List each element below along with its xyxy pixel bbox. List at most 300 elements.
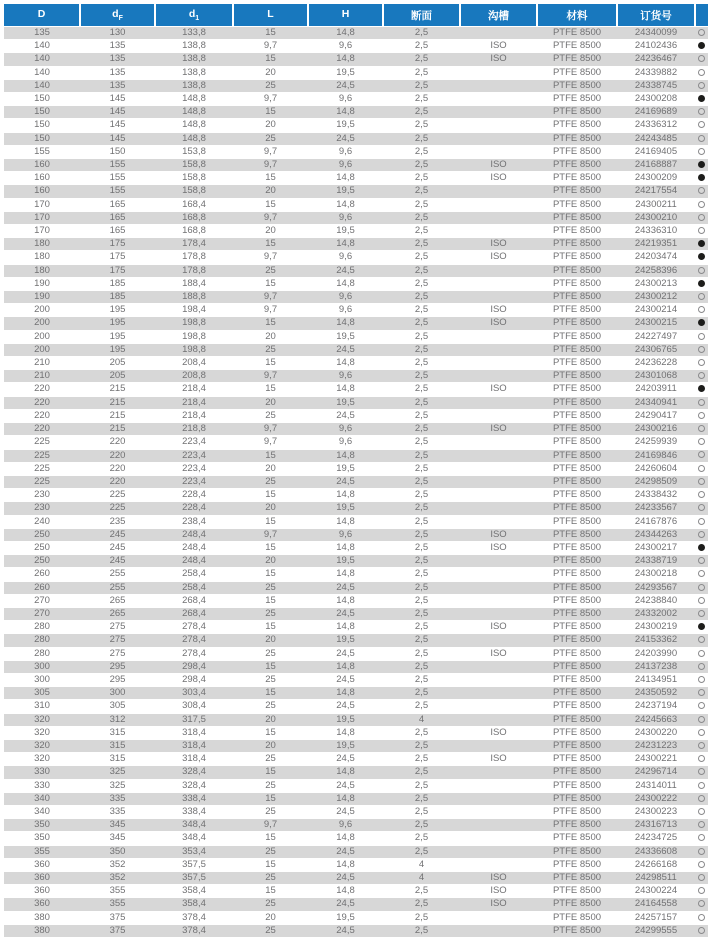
- cell-d1: 158,8: [155, 185, 233, 198]
- table-row: [4, 489, 708, 502]
- availability-dot-open: [698, 768, 705, 775]
- cell-dF: 245: [80, 555, 155, 568]
- cell-D: 225: [4, 462, 80, 475]
- cell-D: 300: [4, 660, 80, 673]
- table-row: [4, 779, 708, 792]
- table-row: [4, 845, 708, 858]
- cell-dF: 185: [80, 291, 155, 304]
- cell-d1: 208,8: [155, 370, 233, 383]
- cell-material: PTFE 8500: [537, 673, 617, 686]
- cell-dF: 315: [80, 726, 155, 739]
- cell-L: 25: [233, 924, 308, 937]
- cell-L: 15: [233, 858, 308, 871]
- cell-order-no: 24300210: [617, 211, 695, 224]
- cell-d1: 198,8: [155, 343, 233, 356]
- cell-material: PTFE 8500: [537, 911, 617, 924]
- cell-groove: [460, 291, 537, 304]
- table-row: [4, 330, 708, 343]
- cell-D: 210: [4, 357, 80, 370]
- cell-dF: 145: [80, 106, 155, 119]
- cell-d1: 158,8: [155, 159, 233, 172]
- cell-groove: [460, 462, 537, 475]
- cell-order-no: 24169689: [617, 106, 695, 119]
- cell-material: PTFE 8500: [537, 409, 617, 422]
- table-row: [4, 607, 708, 620]
- cell-material: PTFE 8500: [537, 687, 617, 700]
- cell-d1: 298,4: [155, 660, 233, 673]
- table-row: [4, 370, 708, 383]
- cell-L: 25: [233, 753, 308, 766]
- cell-L: 15: [233, 449, 308, 462]
- cell-L: 20: [233, 462, 308, 475]
- cell-dF: 255: [80, 581, 155, 594]
- cell-section: 2,5: [383, 885, 460, 898]
- cell-order-no: 24203990: [617, 647, 695, 660]
- cell-L: 15: [233, 317, 308, 330]
- availability-dot-open: [698, 650, 705, 657]
- cell-H: 19,5: [308, 739, 383, 752]
- cell-d1: 268,4: [155, 594, 233, 607]
- cell-dF: 335: [80, 792, 155, 805]
- cell-availability: [695, 687, 708, 700]
- cell-dF: 220: [80, 449, 155, 462]
- cell-availability: [695, 713, 708, 726]
- col-header-groove: [460, 4, 537, 27]
- cell-availability: [695, 858, 708, 871]
- table-row: [4, 449, 708, 462]
- cell-d1: 258,4: [155, 581, 233, 594]
- table-row: [4, 700, 708, 713]
- availability-dot-open: [698, 451, 705, 458]
- table-row: [4, 911, 708, 924]
- cell-material: PTFE 8500: [537, 621, 617, 634]
- cell-H: 14,8: [308, 383, 383, 396]
- cell-d1: 223,4: [155, 462, 233, 475]
- table-row: [4, 462, 708, 475]
- cell-material: PTFE 8500: [537, 660, 617, 673]
- cell-dF: 135: [80, 79, 155, 92]
- cell-groove: ISO: [460, 40, 537, 53]
- cell-H: 14,8: [308, 792, 383, 805]
- cell-D: 150: [4, 93, 80, 106]
- cell-D: 320: [4, 753, 80, 766]
- cell-groove: ISO: [460, 317, 537, 330]
- availability-dot-filled: [698, 544, 705, 551]
- cell-order-no: 24300223: [617, 805, 695, 818]
- cell-D: 230: [4, 489, 80, 502]
- availability-dot-open: [698, 121, 705, 128]
- cell-H: 24,5: [308, 845, 383, 858]
- cell-material: PTFE 8500: [537, 502, 617, 515]
- cell-order-no: 24167876: [617, 515, 695, 528]
- cell-L: 15: [233, 277, 308, 290]
- cell-H: 19,5: [308, 396, 383, 409]
- cell-groove: [460, 568, 537, 581]
- table-row: [4, 225, 708, 238]
- cell-groove: [460, 225, 537, 238]
- table-row: [4, 858, 708, 871]
- cell-order-no: 24300212: [617, 291, 695, 304]
- cell-order-no: 24259939: [617, 436, 695, 449]
- table-row: [4, 291, 708, 304]
- table-row: [4, 145, 708, 158]
- cell-availability: [695, 819, 708, 832]
- table-row: [4, 277, 708, 290]
- availability-dot-open: [698, 201, 705, 208]
- cell-D: 220: [4, 396, 80, 409]
- cell-L: 20: [233, 713, 308, 726]
- cell-material: PTFE 8500: [537, 475, 617, 488]
- cell-D: 140: [4, 79, 80, 92]
- cell-availability: [695, 357, 708, 370]
- cell-section: 2,5: [383, 106, 460, 119]
- cell-dF: 215: [80, 396, 155, 409]
- cell-material: PTFE 8500: [537, 819, 617, 832]
- cell-D: 280: [4, 647, 80, 660]
- col-header-availability: [695, 4, 708, 27]
- cell-order-no: 24314011: [617, 779, 695, 792]
- cell-H: 14,8: [308, 660, 383, 673]
- cell-section: 4: [383, 872, 460, 885]
- cell-D: 170: [4, 211, 80, 224]
- cell-material: PTFE 8500: [537, 700, 617, 713]
- cell-section: 2,5: [383, 383, 460, 396]
- cell-L: 20: [233, 739, 308, 752]
- cell-D: 250: [4, 541, 80, 554]
- cell-H: 9,6: [308, 304, 383, 317]
- cell-L: 15: [233, 53, 308, 66]
- cell-D: 225: [4, 449, 80, 462]
- table-row: [4, 898, 708, 911]
- cell-order-no: 24293567: [617, 581, 695, 594]
- availability-dot-open: [698, 676, 705, 683]
- cell-material: PTFE 8500: [537, 872, 617, 885]
- cell-dF: 155: [80, 172, 155, 185]
- cell-H: 14,8: [308, 53, 383, 66]
- cell-availability: [695, 898, 708, 911]
- availability-dot-open: [698, 504, 705, 511]
- cell-section: 2,5: [383, 792, 460, 805]
- cell-L: 25: [233, 581, 308, 594]
- cell-material: PTFE 8500: [537, 924, 617, 937]
- cell-D: 190: [4, 291, 80, 304]
- col-header-order-no: [617, 4, 695, 27]
- table-row: [4, 132, 708, 145]
- table-row: [4, 541, 708, 554]
- cell-availability: [695, 660, 708, 673]
- col-header-section-label: 断面: [411, 9, 432, 22]
- table-row: [4, 264, 708, 277]
- cell-order-no: 24236228: [617, 357, 695, 370]
- cell-d1: 223,4: [155, 436, 233, 449]
- cell-dF: 265: [80, 594, 155, 607]
- cell-order-no: 24340099: [617, 27, 695, 40]
- col-header-order-no-label: 订货号: [640, 9, 672, 22]
- cell-L: 9,7: [233, 423, 308, 436]
- col-header-d1-sub: 1: [195, 15, 200, 23]
- cell-dF: 175: [80, 251, 155, 264]
- cell-order-no: 24300208: [617, 93, 695, 106]
- cell-H: 9,6: [308, 145, 383, 158]
- cell-order-no: 24298509: [617, 475, 695, 488]
- cell-section: 2,5: [383, 159, 460, 172]
- cell-section: 2,5: [383, 568, 460, 581]
- availability-dot-open: [698, 148, 705, 155]
- cell-d1: 228,4: [155, 489, 233, 502]
- availability-dot-open: [698, 900, 705, 907]
- cell-material: PTFE 8500: [537, 304, 617, 317]
- cell-groove: ISO: [460, 304, 537, 317]
- table-row: [4, 119, 708, 132]
- cell-H: 9,6: [308, 436, 383, 449]
- cell-d1: 138,8: [155, 53, 233, 66]
- cell-groove: [460, 515, 537, 528]
- cell-section: 2,5: [383, 647, 460, 660]
- availability-dot-open: [698, 412, 705, 419]
- cell-D: 320: [4, 739, 80, 752]
- cell-order-no: 24338719: [617, 555, 695, 568]
- cell-D: 360: [4, 858, 80, 871]
- cell-H: 24,5: [308, 700, 383, 713]
- header-row: [4, 4, 708, 27]
- cell-H: 24,5: [308, 581, 383, 594]
- col-header-dF: [80, 4, 155, 27]
- cell-H: 14,8: [308, 687, 383, 700]
- table-row: [4, 304, 708, 317]
- cell-material: PTFE 8500: [537, 423, 617, 436]
- cell-section: 2,5: [383, 805, 460, 818]
- cell-section: 2,5: [383, 911, 460, 924]
- cell-section: 2,5: [383, 145, 460, 158]
- cell-H: 14,8: [308, 27, 383, 40]
- cell-order-no: 24306765: [617, 343, 695, 356]
- cell-availability: [695, 515, 708, 528]
- cell-D: 280: [4, 634, 80, 647]
- cell-groove: [460, 396, 537, 409]
- col-header-material-label: 材料: [566, 9, 588, 22]
- cell-d1: 168,8: [155, 225, 233, 238]
- cell-availability: [695, 885, 708, 898]
- table-row: [4, 185, 708, 198]
- cell-order-no: 24203474: [617, 251, 695, 264]
- cell-availability: [695, 172, 708, 185]
- cell-material: PTFE 8500: [537, 291, 617, 304]
- cell-section: 2,5: [383, 53, 460, 66]
- cell-D: 200: [4, 330, 80, 343]
- cell-H: 14,8: [308, 106, 383, 119]
- cell-order-no: 24245663: [617, 713, 695, 726]
- table-row: [4, 528, 708, 541]
- cell-D: 330: [4, 766, 80, 779]
- availability-dot-open: [698, 914, 705, 921]
- cell-dF: 145: [80, 119, 155, 132]
- availability-dot-open: [698, 808, 705, 815]
- availability-dot-open: [698, 584, 705, 591]
- cell-availability: [695, 581, 708, 594]
- cell-groove: [460, 119, 537, 132]
- cell-L: 20: [233, 396, 308, 409]
- cell-L: 9,7: [233, 819, 308, 832]
- availability-dot-open: [698, 69, 705, 76]
- cell-availability: [695, 673, 708, 686]
- cell-dF: 355: [80, 885, 155, 898]
- cell-d1: 248,4: [155, 541, 233, 554]
- col-header-L: [233, 4, 308, 27]
- cell-D: 160: [4, 172, 80, 185]
- cell-order-no: 24350592: [617, 687, 695, 700]
- cell-d1: 248,4: [155, 528, 233, 541]
- availability-dot-open: [698, 597, 705, 604]
- availability-dot-open: [698, 927, 705, 934]
- cell-material: PTFE 8500: [537, 159, 617, 172]
- cell-H: 14,8: [308, 238, 383, 251]
- table-row: [4, 251, 708, 264]
- cell-section: 2,5: [383, 185, 460, 198]
- cell-order-no: 24296714: [617, 766, 695, 779]
- cell-d1: 138,8: [155, 79, 233, 92]
- cell-L: 25: [233, 805, 308, 818]
- cell-section: 2,5: [383, 687, 460, 700]
- cell-H: 9,6: [308, 423, 383, 436]
- cell-section: 2,5: [383, 555, 460, 568]
- availability-dot-open: [698, 570, 705, 577]
- table-row: [4, 673, 708, 686]
- cell-D: 180: [4, 238, 80, 251]
- cell-H: 14,8: [308, 277, 383, 290]
- cell-availability: [695, 607, 708, 620]
- cell-L: 20: [233, 185, 308, 198]
- cell-groove: ISO: [460, 621, 537, 634]
- cell-dF: 135: [80, 53, 155, 66]
- table-row: [4, 159, 708, 172]
- table-row: [4, 383, 708, 396]
- cell-L: 25: [233, 409, 308, 422]
- availability-dot-open: [698, 82, 705, 89]
- availability-dot-filled: [698, 174, 705, 181]
- cell-groove: [460, 93, 537, 106]
- cell-d1: 158,8: [155, 172, 233, 185]
- cell-availability: [695, 264, 708, 277]
- cell-section: 2,5: [383, 766, 460, 779]
- cell-section: 2,5: [383, 753, 460, 766]
- cell-groove: [460, 660, 537, 673]
- cell-H: 19,5: [308, 911, 383, 924]
- cell-groove: [460, 185, 537, 198]
- cell-material: PTFE 8500: [537, 225, 617, 238]
- cell-material: PTFE 8500: [537, 541, 617, 554]
- cell-H: 9,6: [308, 40, 383, 53]
- cell-section: 2,5: [383, 594, 460, 607]
- cell-order-no: 24300219: [617, 621, 695, 634]
- cell-material: PTFE 8500: [537, 40, 617, 53]
- table-row: [4, 106, 708, 119]
- cell-groove: [460, 819, 537, 832]
- cell-L: 15: [233, 621, 308, 634]
- cell-H: 14,8: [308, 832, 383, 845]
- cell-d1: 198,8: [155, 330, 233, 343]
- cell-L: 9,7: [233, 370, 308, 383]
- cell-D: 140: [4, 40, 80, 53]
- availability-dot-open: [698, 346, 705, 353]
- cell-section: 2,5: [383, 819, 460, 832]
- cell-groove: [460, 277, 537, 290]
- table-row: [4, 792, 708, 805]
- cell-order-no: 24301068: [617, 370, 695, 383]
- cell-dF: 195: [80, 343, 155, 356]
- cell-d1: 248,4: [155, 555, 233, 568]
- cell-H: 14,8: [308, 858, 383, 871]
- cell-H: 24,5: [308, 475, 383, 488]
- col-header-groove-label: 沟槽: [488, 9, 509, 22]
- cell-d1: 168,8: [155, 211, 233, 224]
- cell-section: 2,5: [383, 330, 460, 343]
- availability-dot-open: [698, 610, 705, 617]
- cell-dF: 205: [80, 370, 155, 383]
- cell-d1: 198,8: [155, 317, 233, 330]
- cell-D: 310: [4, 700, 80, 713]
- cell-availability: [695, 541, 708, 554]
- cell-section: 2,5: [383, 449, 460, 462]
- cell-d1: 223,4: [155, 449, 233, 462]
- cell-dF: 195: [80, 330, 155, 343]
- cell-material: PTFE 8500: [537, 489, 617, 502]
- cell-order-no: 24219351: [617, 238, 695, 251]
- cell-material: PTFE 8500: [537, 53, 617, 66]
- cell-L: 20: [233, 330, 308, 343]
- cell-groove: [460, 700, 537, 713]
- cell-d1: 298,4: [155, 673, 233, 686]
- cell-H: 19,5: [308, 330, 383, 343]
- availability-dot-open: [698, 636, 705, 643]
- cell-D: 250: [4, 555, 80, 568]
- cell-material: PTFE 8500: [537, 93, 617, 106]
- cell-L: 25: [233, 898, 308, 911]
- cell-order-no: 24203911: [617, 383, 695, 396]
- cell-availability: [695, 766, 708, 779]
- table-row: [4, 172, 708, 185]
- availability-dot-filled: [698, 319, 705, 326]
- table-row: [4, 753, 708, 766]
- cell-groove: [460, 357, 537, 370]
- availability-dot-open: [698, 518, 705, 525]
- table-row: [4, 924, 708, 937]
- cell-D: 140: [4, 53, 80, 66]
- cell-section: 2,5: [383, 898, 460, 911]
- cell-groove: [460, 713, 537, 726]
- cell-groove: [460, 211, 537, 224]
- availability-dot-open: [698, 848, 705, 855]
- cell-d1: 218,4: [155, 383, 233, 396]
- cell-material: PTFE 8500: [537, 845, 617, 858]
- cell-material: PTFE 8500: [537, 145, 617, 158]
- cell-H: 19,5: [308, 119, 383, 132]
- cell-L: 15: [233, 238, 308, 251]
- cell-d1: 338,4: [155, 805, 233, 818]
- cell-order-no: 24338745: [617, 79, 695, 92]
- cell-d1: 378,4: [155, 911, 233, 924]
- availability-dot-open: [698, 359, 705, 366]
- cell-material: PTFE 8500: [537, 832, 617, 845]
- availability-dot-open: [698, 689, 705, 696]
- cell-groove: [460, 739, 537, 752]
- cell-H: 14,8: [308, 885, 383, 898]
- cell-section: 2,5: [383, 132, 460, 145]
- cell-L: 15: [233, 726, 308, 739]
- cell-L: 15: [233, 541, 308, 554]
- cell-L: 25: [233, 264, 308, 277]
- table-row: [4, 713, 708, 726]
- cell-material: PTFE 8500: [537, 805, 617, 818]
